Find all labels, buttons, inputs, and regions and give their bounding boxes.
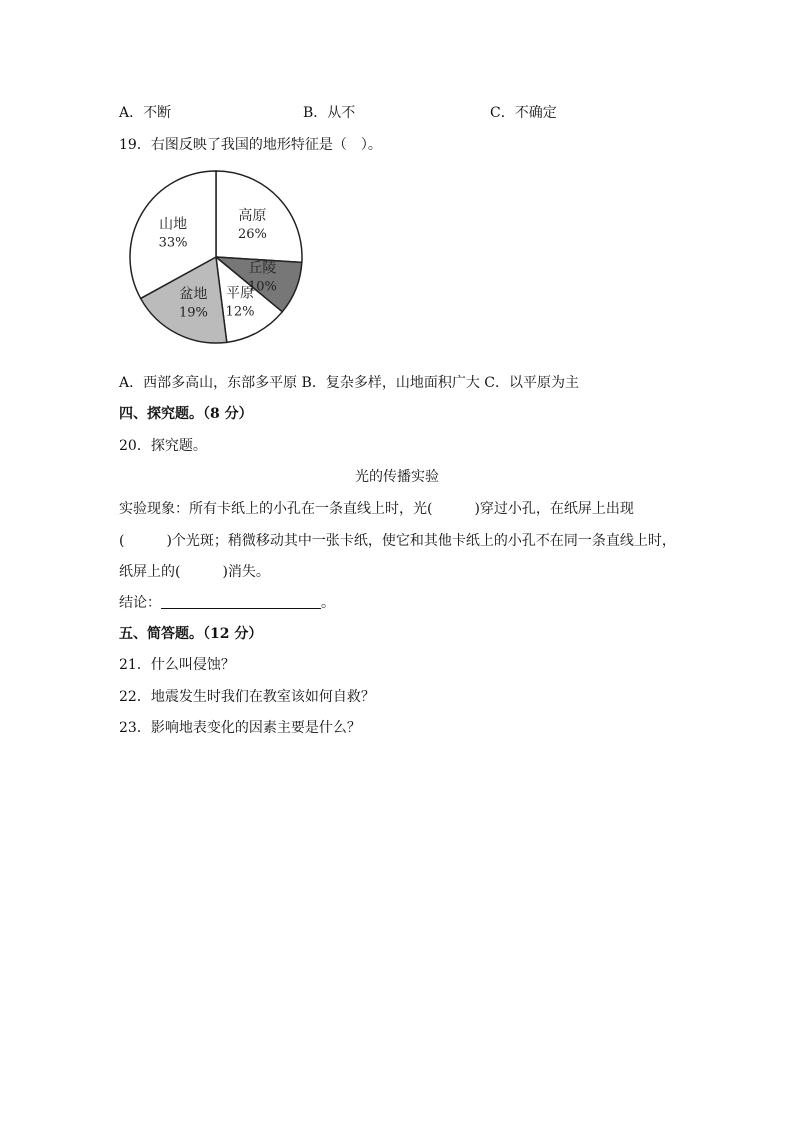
question-22: 22．地震发生时我们在教室该如何自救？ (119, 689, 375, 705)
question-20: 20．探究题。 (119, 438, 207, 454)
conclusion-label: 结论： (119, 595, 161, 611)
experiment-line-2: ( )个光斑；稍微移动其中一张卡纸，使它和其他卡纸上的小孔不在同一条直线上时， (119, 533, 676, 549)
pie-label-3: 盆地 (179, 286, 208, 303)
pie-pct-label-3: 19% (178, 305, 208, 321)
conclusion-blank[interactable] (161, 594, 321, 609)
section-5-heading: 五、简答题。（12 分） (119, 626, 263, 642)
option-c: C．不确定 (490, 105, 557, 121)
question-21: 21．什么叫侵蚀？ (119, 657, 235, 673)
pie-pct-label-2: 12% (225, 304, 255, 320)
question-23: 23．影响地表变化的因素主要是什么？ (119, 720, 361, 736)
pie-pct-label-4: 33% (158, 235, 188, 251)
experiment-line-3: 纸屏上的( )消失。 (119, 564, 270, 580)
pie-label-0: 高原 (238, 207, 267, 224)
option-a: A．不断 (119, 105, 172, 121)
conclusion-end: 。 (321, 595, 335, 611)
pie-label-4: 山地 (159, 216, 188, 233)
pie-pct-label-0: 26% (237, 226, 267, 242)
experiment-title: 光的传播实验 (355, 469, 439, 485)
terrain-pie-chart (126, 169, 306, 349)
pie-pct-label-1: 10% (247, 279, 277, 295)
pie-label-2: 平原 (226, 285, 254, 302)
option-b: B．从不 (303, 105, 356, 121)
pie-label-1: 丘陵 (248, 260, 277, 277)
conclusion-line (119, 594, 335, 612)
section-4-heading: 四、探究题。（8 分） (119, 406, 253, 422)
question-19-stem: 19．右图反映了我国的地形特征是（ ）。 (119, 137, 382, 153)
experiment-line-1: 实验现象：所有卡纸上的小孔在一条直线上时，光( )穿过小孔，在纸屏上出现 (119, 501, 634, 517)
question-19-options: A．西部多高山，东部多平原 B．复杂多样，山地面积广大 C．以平原为主 (119, 375, 580, 391)
